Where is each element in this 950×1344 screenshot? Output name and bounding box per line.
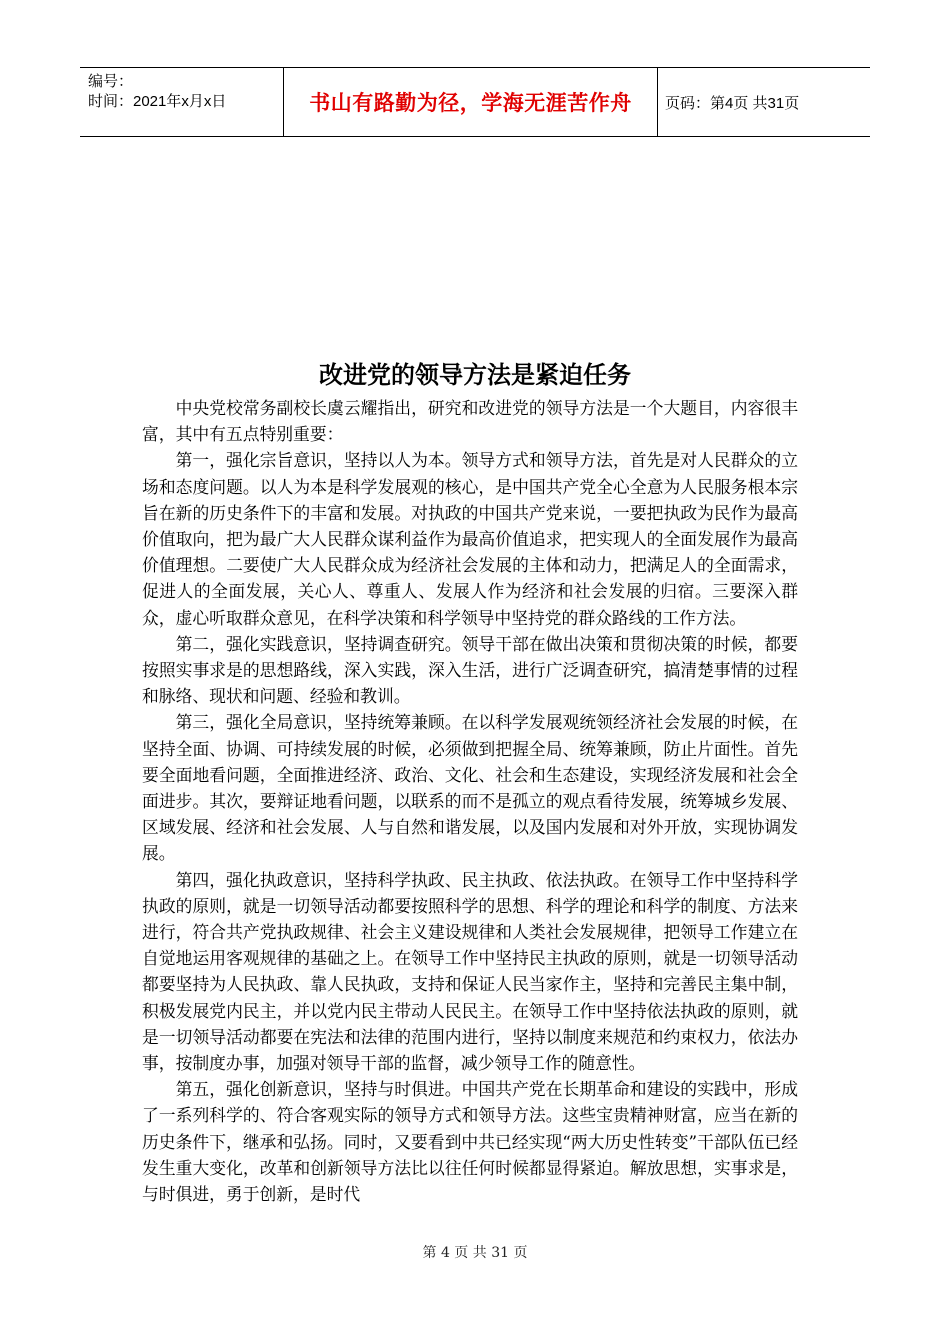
number-label: 编号：: [88, 73, 134, 90]
page-footer: 第 4 页 共 31 页: [422, 1245, 528, 1261]
paragraph-first-point: 第一，强化宗旨意识，坚持以人为本。领导方式和领导方法，首先是对人民群众的立场和态度问题。以人为本是科学发展观的核心，是中国共产党全心全意为人民服务根本宗旨在新的历史条件下的丰富和发展。对执政的中国共产党来说，一要把执政为民作为最高价值取向，把为最广大人民群众谋利益作为最高价值追求，把实现人的全面发展作为最高价值理想。二要使广大人民群众成为经济社会发展的主体和动力，把满足人的全面需求，促进人的全面发展，关心人、尊重人、发展人作为经济和社会发展的归宿。三要深入群众，虚心听取群众意见，在科学决策和科学领导中坚持党的群众路线的工作方法。: [142, 450, 798, 628]
paragraph-third-point: 第三，强化全局意识，坚持统筹兼顾。在以科学发展观统领经济社会发展的时候，在坚持全面、协调、可持续发展的时候，必须做到把握全局、统筹兼顾，防止片面性。首先要全面地看问题，全面推进经济、政治、文化、社会和生态建设，实现经济发展和社会全面进步。其次，要辩证地看问题，以联系的而不是孤立的观点看待发展，统筹城乡发展、区域发展、经济和社会发展、人与自然和谐发展，以及国内发展和对外开放，实现协调发展。: [142, 712, 798, 864]
paragraph-fourth-point: 第四，强化执政意识，坚持科学执政、民主执政、依法执政。在领导工作中坚持科学执政的原则，就是一切领导活动都要按照科学的思想、科学的理论和科学的制度、方法来进行，符合共产党执政规律、社会主义建设规律和人类社会发展规律，把领导工作建立在自觉地运用客观规律的基础之上。在领导工作中坚持民主执政的原则，就是一切领导活动都要坚持为人民执政、靠人民执政，支持和保证人民当家作主，坚持和完善民主集中制，积极发展党内民主，并以党内民主带动人民民主。在领导工作中坚持依法执政的原则，就是一切领导活动都要在宪法和法律的范围内进行，坚持以制度来规范和约束权力，依法办事，按制度办事，加强对领导干部的监督，减少领导工作的随意性。: [142, 869, 798, 1074]
header-motto: 书山有路勤为径，学海无涯苦作舟: [283, 68, 658, 136]
header-meta: [80, 68, 283, 136]
document-body: [142, 395, 798, 1207]
header-page-info: 页码：第4页 共31页: [665, 94, 800, 112]
paragraph-fifth-point: 第五，强化创新意识，坚持与时俱进。中国共产党在长期革命和建设的实践中，形成了一系列科学的、符合客观实际的领导方式和领导方法。这些宝贵精神财富，应当在新的历史条件下，继承和弘扬。同时，又要看到中共已经实现“两大历史性转变”干部队伍已经发生重大变化，改革和创新领导方法比以往任何时候都显得紧迫。解放思想，实事求是，与时俱进，勇于创新，是时代: [142, 1079, 798, 1205]
paragraph-second-point: 第二，强化实践意识，坚持调查研究。领导干部在做出决策和贯彻决策的时候，都要按照实事求是的思想路线，深入实践，深入生活，进行广泛调查研究，搞清楚事情的过程和脉络、现状和问题、经验和教训。: [142, 633, 798, 707]
document-header: [80, 67, 870, 137]
document-title: 改进党的领导方法是紧迫任务: [319, 361, 631, 389]
paragraph-intro: 中央党校常务副校长虞云耀指出，研究和改进党的领导方法是一个大题目，内容很丰富，其中有五点特别重要：: [142, 398, 798, 445]
date-label: 时间：2021年x月x日: [88, 93, 227, 110]
